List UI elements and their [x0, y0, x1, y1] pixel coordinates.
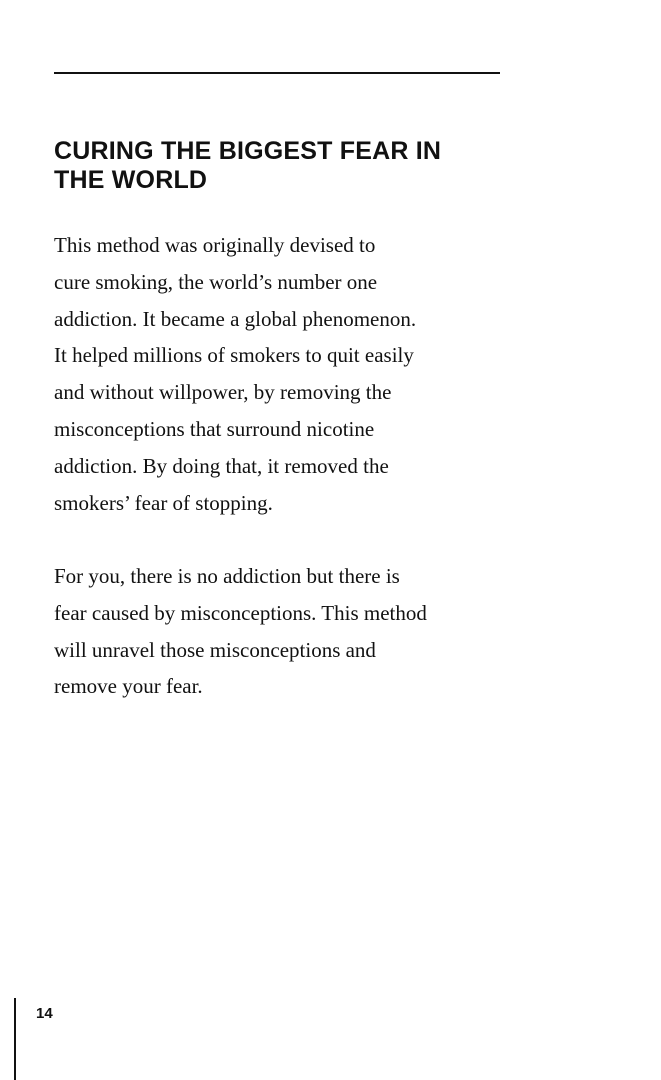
body-paragraph-2 — [54, 558, 427, 705]
heading-line: CURING THE BIGGEST FEAR IN — [54, 137, 442, 165]
paragraph-line: smokers’ fear of stopping. — [54, 490, 273, 515]
paragraph-line: addiction. It became a global phenomenon. — [54, 306, 417, 331]
page-number: 14 — [36, 1005, 53, 1022]
paragraph-line: and without willpower, by removing the — [54, 380, 392, 405]
heading-line: THE WORLD — [54, 166, 208, 194]
paragraph-line: misconceptions that surround nicotine — [54, 416, 375, 441]
page-edge-bar — [14, 998, 16, 1080]
paragraph-line: will unravel those misconceptions and — [54, 637, 376, 662]
body-paragraph-1 — [54, 227, 416, 521]
paragraph-line: addiction. By doing that, it removed the — [54, 453, 389, 478]
paragraph-line: fear caused by misconceptions. This method — [54, 600, 427, 625]
paragraph-line: This method was originally devised to — [54, 233, 376, 257]
paragraph-line: For you, there is no addiction but there is — [54, 564, 400, 588]
chapter-heading — [54, 137, 614, 195]
paragraph-line: remove your fear. — [54, 674, 203, 699]
paragraph-line: It helped millions of smokers to quit easily — [54, 343, 414, 368]
paragraph-line: cure smoking, the world’s number one — [54, 269, 378, 294]
top-rule — [54, 72, 500, 74]
